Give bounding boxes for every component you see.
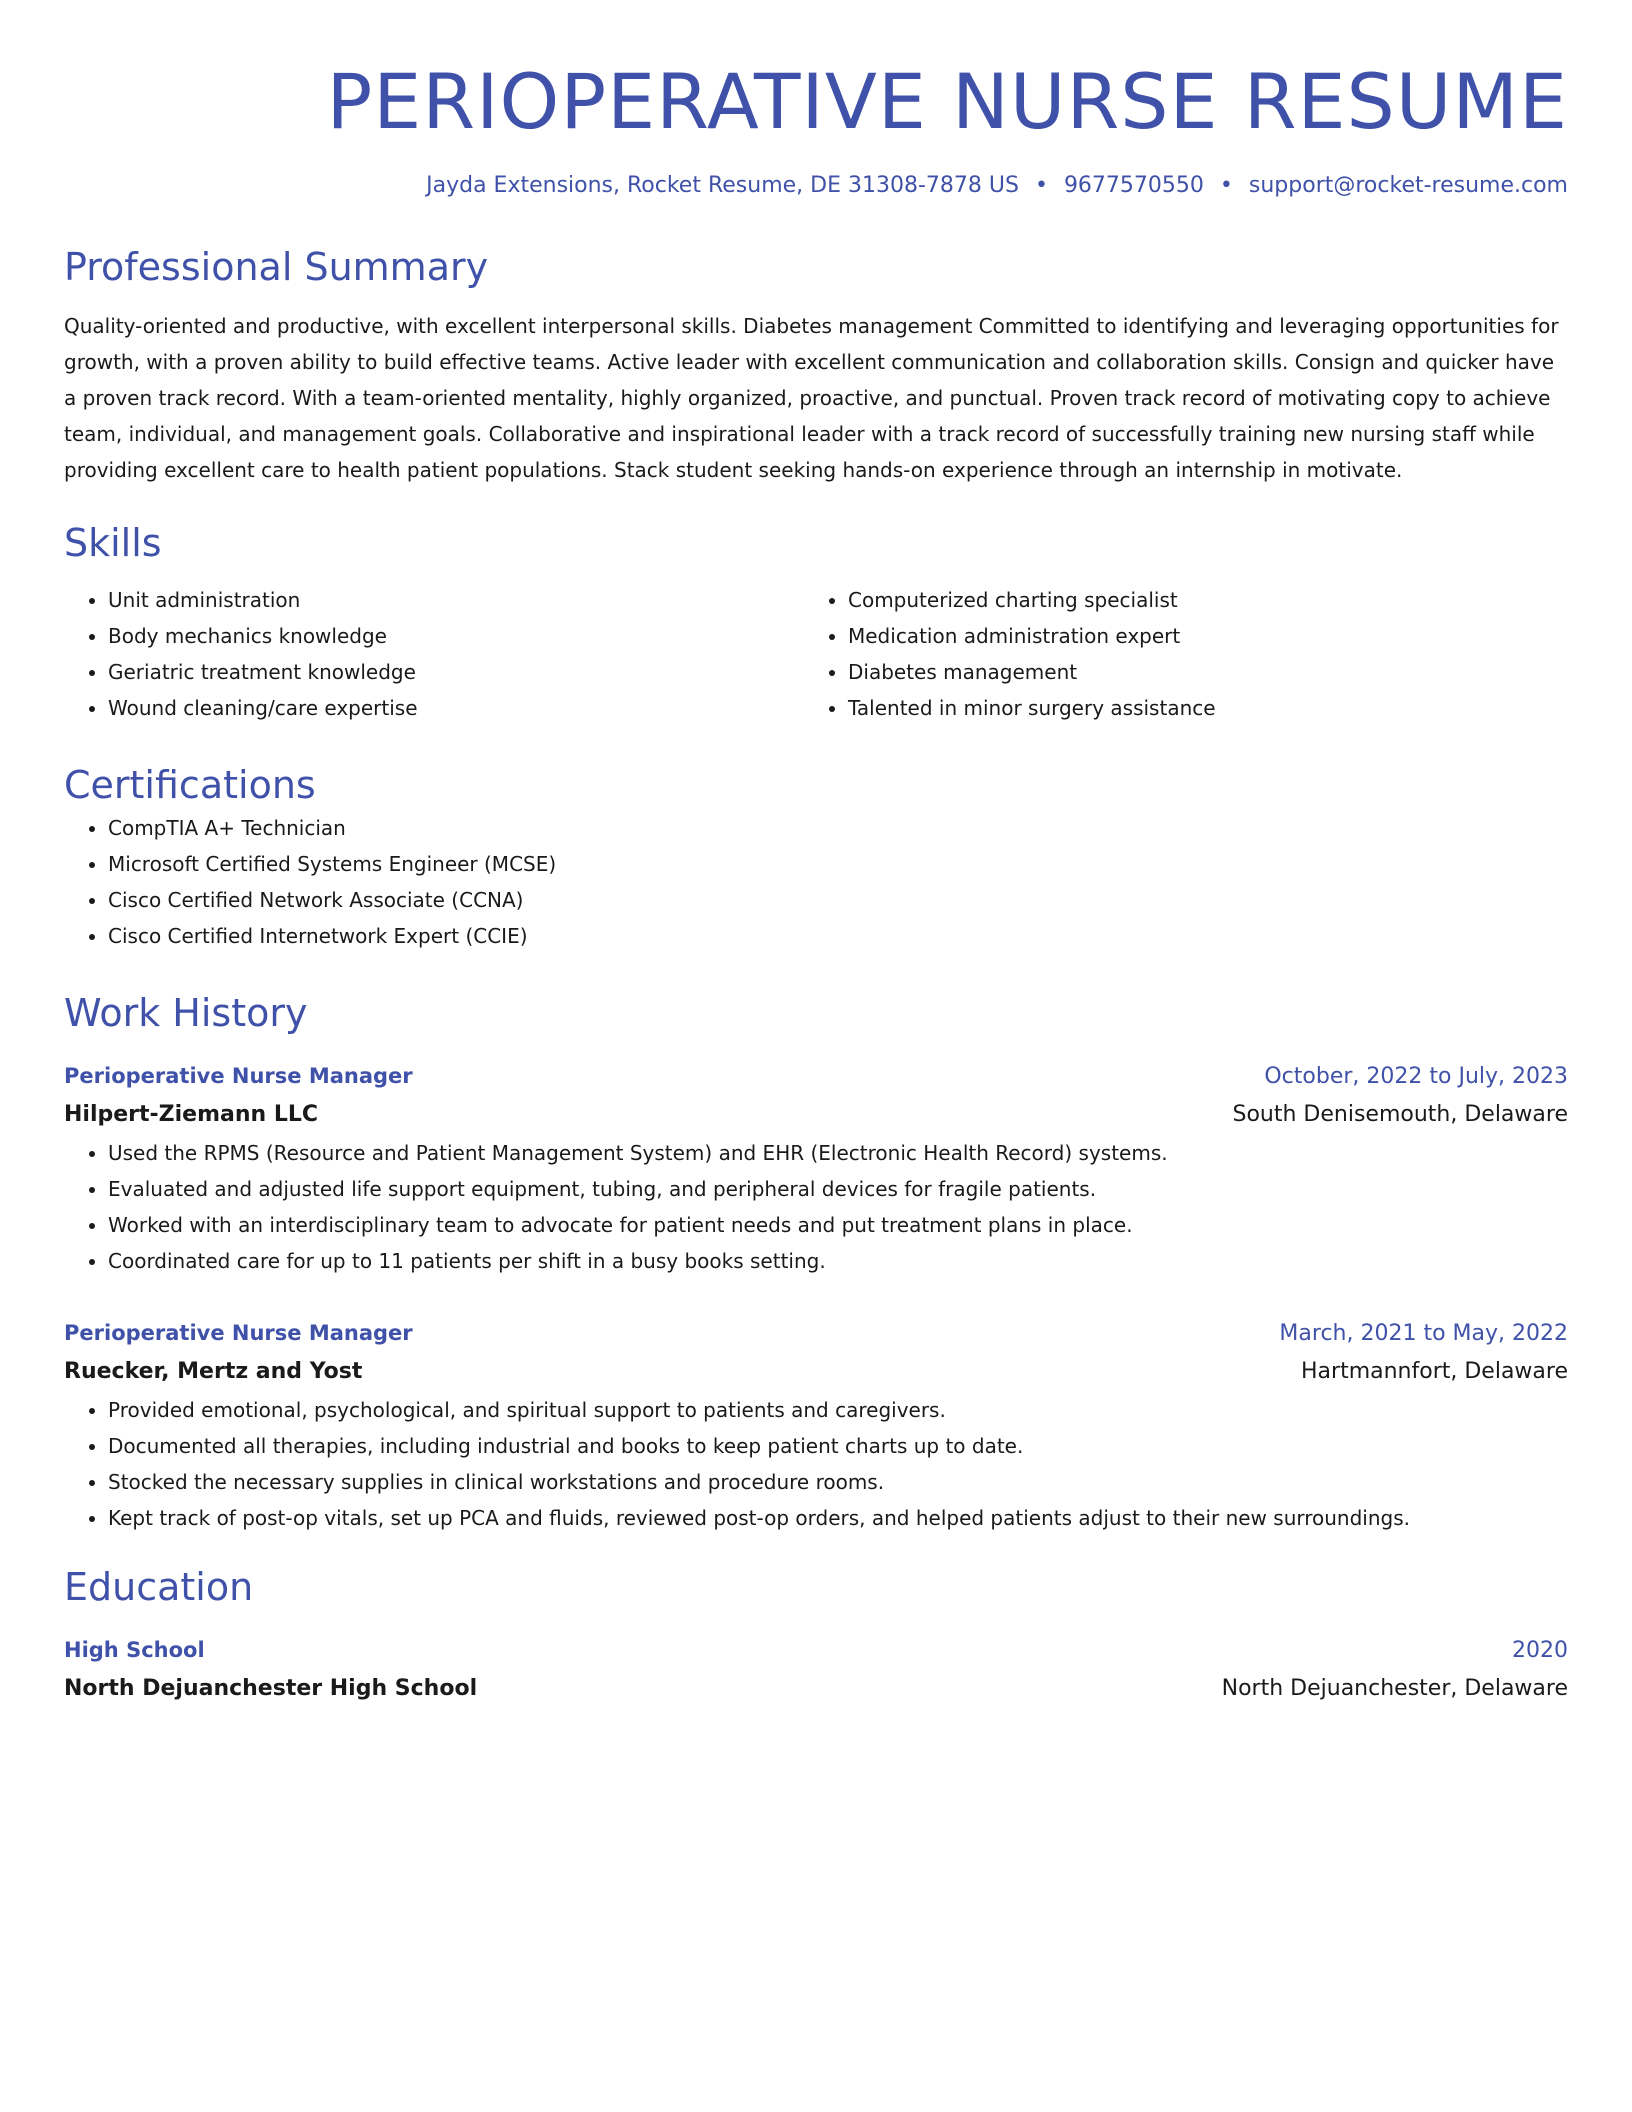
job-duties-list (64, 1392, 1568, 1536)
job-duty-item: • Coordinated care for up to 11 patients per shift in a busy books setting. (108, 1243, 1568, 1279)
job-header-row (64, 1315, 1568, 1352)
skill-item: • Wound cleaning/care expertise (108, 690, 804, 726)
education-header-row (64, 1632, 1568, 1669)
work-history-heading: Work History (64, 991, 308, 1035)
skill-item: • Body mechanics knowledge (108, 618, 804, 654)
job-location: South Denisemouth, Delaware (1232, 1102, 1568, 1127)
job-duty-item: • Provided emotional, psychological, and spiritual support to patients and caregivers. (108, 1392, 1568, 1428)
contact-phone[interactable]: 9677570550 (1063, 173, 1204, 198)
certification-item: • Cisco Certified Network Associate (CCNA) (108, 882, 1568, 918)
job-entry (64, 1315, 1568, 1536)
education-school-row (64, 1669, 1568, 1709)
job-entry (64, 1058, 1568, 1279)
job-duty-item: • Documented all therapies, including industrial and books to keep patient charts up to date. (108, 1428, 1568, 1464)
job-dates: March, 2021 to May, 2022 (1279, 1321, 1568, 1346)
job-title: Perioperative Nurse Manager (64, 1321, 413, 1345)
education-year: 2020 (1512, 1638, 1568, 1663)
contact-line (64, 170, 1568, 202)
skill-item: • Unit administration (108, 582, 804, 618)
skill-item: • Talented in minor surgery assistance (848, 690, 1544, 726)
education-school: North Dejuanchester High School (64, 1676, 478, 1701)
skills-column-left (64, 582, 804, 726)
skills-list-left (64, 582, 804, 726)
certifications-list (64, 810, 1568, 954)
certification-item: • Microsoft Certified Systems Engineer (MCSE) (108, 846, 1568, 882)
job-employer: Ruecker, Mertz and Yost (64, 1359, 363, 1384)
skill-item: • Computerized charting specialist (848, 582, 1544, 618)
job-duty-item: • Used the RPMS (Resource and Patient Management System) and EHR (Electronic Health Record) systems. (108, 1135, 1568, 1171)
job-employer-row (64, 1352, 1568, 1392)
education-entry (64, 1632, 1568, 1709)
job-employer: Hilpert-Ziemann LLC (64, 1102, 319, 1127)
job-duties-list (64, 1135, 1568, 1279)
job-employer-row (64, 1095, 1568, 1135)
contact-separator: • (1034, 173, 1048, 198)
skills-column-right (804, 582, 1544, 726)
certification-item: • Cisco Certified Internetwork Expert (CCIE) (108, 918, 1568, 954)
skills-grid (64, 582, 1568, 726)
job-header-row (64, 1058, 1568, 1095)
job-location: Hartmannfort, Delaware (1301, 1359, 1568, 1384)
skills-heading: Skills (64, 521, 162, 565)
contact-separator: • (1219, 173, 1233, 198)
summary-text: Quality-oriented and productive, with excellent interpersonal skills. Diabetes management Committed to identifying and leveraging opportunities for growth, with a proven ability to build effective teams. Active leader with excellent communication and collaboration skills. Consign and quicker have a proven track record. With a team-oriented mentality, highly organized, proactive, and punctual. Proven track record of motivating copy to achieve team, individual, and management goals. Collaborative and inspirational leader with a track record of successfully training new nursing staff while providing excellent care to health patient populations. Stack student seeking hands-on experience through an internship in motivate. (64, 314, 1559, 482)
education-location: North Dejuanchester, Delaware (1221, 1676, 1568, 1701)
contact-email[interactable]: support@rocket-resume.com (1248, 173, 1568, 198)
resume-title: PERIOPERATIVE NURSE RESUME (326, 57, 1568, 146)
job-duty-item: • Worked with an interdisciplinary team to advocate for patient needs and put treatment plans in place. (108, 1207, 1568, 1243)
certifications-heading: Certifications (64, 763, 316, 807)
certification-item: • CompTIA A+ Technician (108, 810, 1568, 846)
skills-list-right (804, 582, 1544, 726)
education-degree: High School (64, 1638, 205, 1662)
summary-heading: Professional Summary (64, 245, 489, 289)
skill-item: • Geriatric treatment knowledge (108, 654, 804, 690)
job-duty-item: • Stocked the necessary supplies in clinical workstations and procedure rooms. (108, 1464, 1568, 1500)
skill-item: • Diabetes management (848, 654, 1544, 690)
job-title: Perioperative Nurse Manager (64, 1064, 413, 1088)
skill-item: • Medication administration expert (848, 618, 1544, 654)
contact-address: Jayda Extensions, Rocket Resume, DE 31308-7878 US (426, 173, 1019, 198)
job-duty-item: • Evaluated and adjusted life support equipment, tubing, and peripheral devices for fragile patients. (108, 1171, 1568, 1207)
job-dates: October, 2022 to July, 2023 (1264, 1064, 1568, 1089)
education-heading: Education (64, 1565, 254, 1609)
job-duty-item: • Kept track of post-op vitals, set up PCA and fluids, reviewed post-op orders, and helped patients adjust to their new surroundings. (108, 1500, 1568, 1536)
